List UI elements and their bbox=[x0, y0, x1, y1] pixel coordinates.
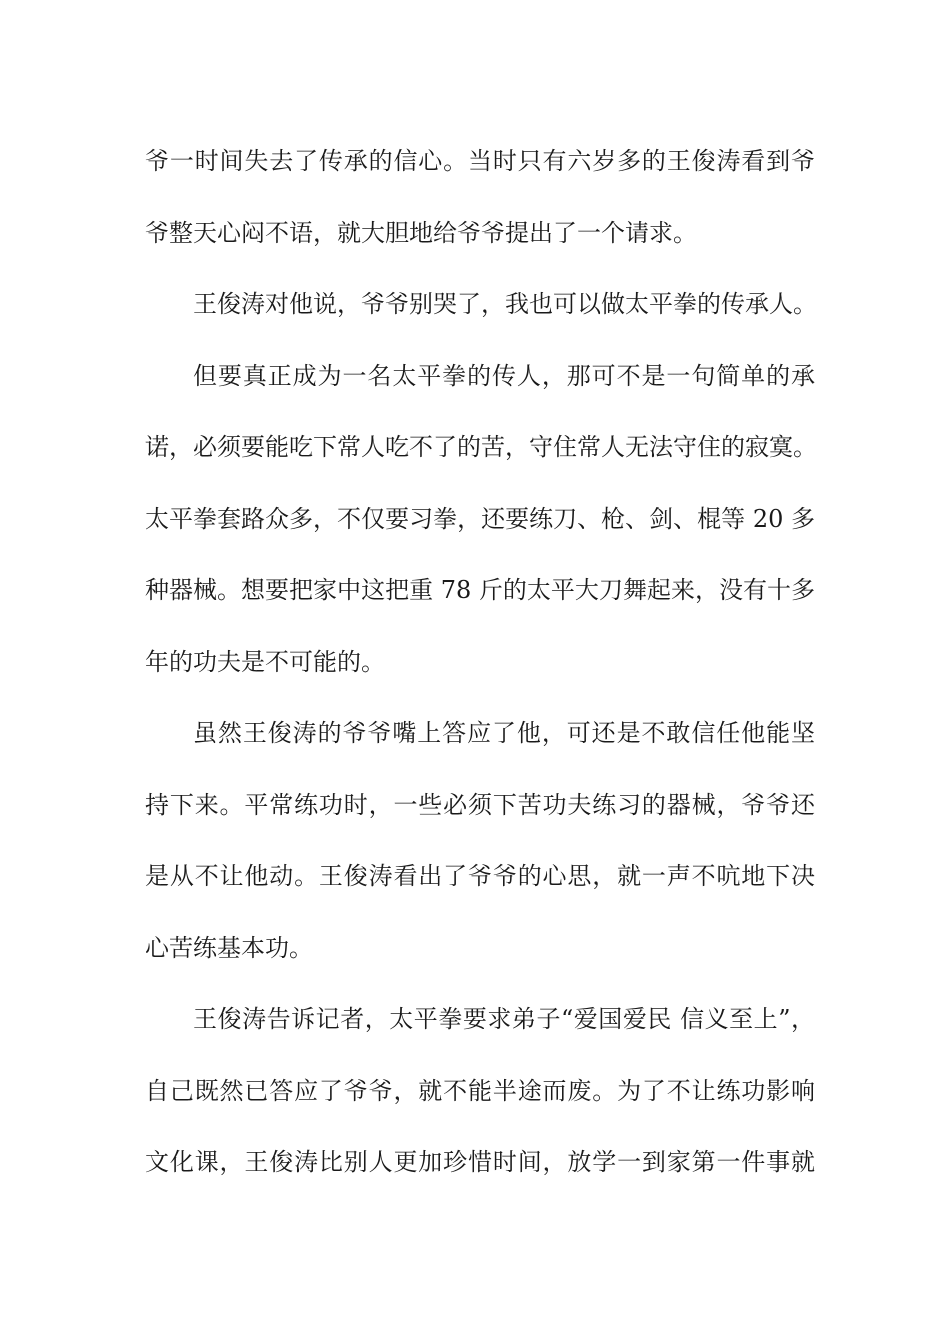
text-line-12: 心苦练基本功。 bbox=[145, 933, 313, 962]
text-line-9: 虽然王俊涛的爷爷嘴上答应了他，可还是不敢信任他能坚 bbox=[193, 719, 815, 747]
text-line-4: 但要真正成为一名太平拳的传人，那可不是一句简单的承 bbox=[193, 361, 815, 390]
text-line-8: 年的功夫是不可能的。 bbox=[145, 647, 385, 676]
text-line-6: 太平拳套路众多，不仅要习拳，还要练刀、枪、剑、棍等 20 多 bbox=[145, 504, 815, 533]
text-line-11: 是从不让他动。王俊涛看出了爷爷的心思，就一声不吭地下决 bbox=[145, 862, 815, 890]
text-line-5: 诺，必须要能吃下常人吃不了的苦，守住常人无法守住的寂寞。 bbox=[145, 433, 817, 461]
body-text bbox=[145, 126, 815, 1199]
text-line-7: 种器械。想要把家中这把重 78 斤的太平大刀舞起来，没有十多 bbox=[145, 576, 815, 604]
text-line-13: 王俊涛告诉记者，太平拳要求弟子“爱国爱民 信义至上”， bbox=[193, 1005, 815, 1033]
text-line-14: 自己既然已答应了爷爷，就不能半途而废。为了不让练功影响 bbox=[145, 1076, 815, 1105]
text-line-1: 爷一时间失去了传承的信心。当时只有六岁多的王俊涛看到爷 bbox=[145, 147, 815, 175]
text-line-2: 爷整天心闷不语，就大胆地给爷爷提出了一个请求。 bbox=[145, 218, 697, 247]
text-line-15: 文化课，王俊涛比别人更加珍惜时间，放学一到家第一件事就 bbox=[145, 1148, 815, 1176]
text-line-3: 王俊涛对他说，爷爷别哭了，我也可以做太平拳的传承人。 bbox=[193, 290, 817, 318]
text-line-10: 持下来。平常练功时，一些必须下苦功夫练习的器械，爷爷还 bbox=[145, 790, 815, 819]
